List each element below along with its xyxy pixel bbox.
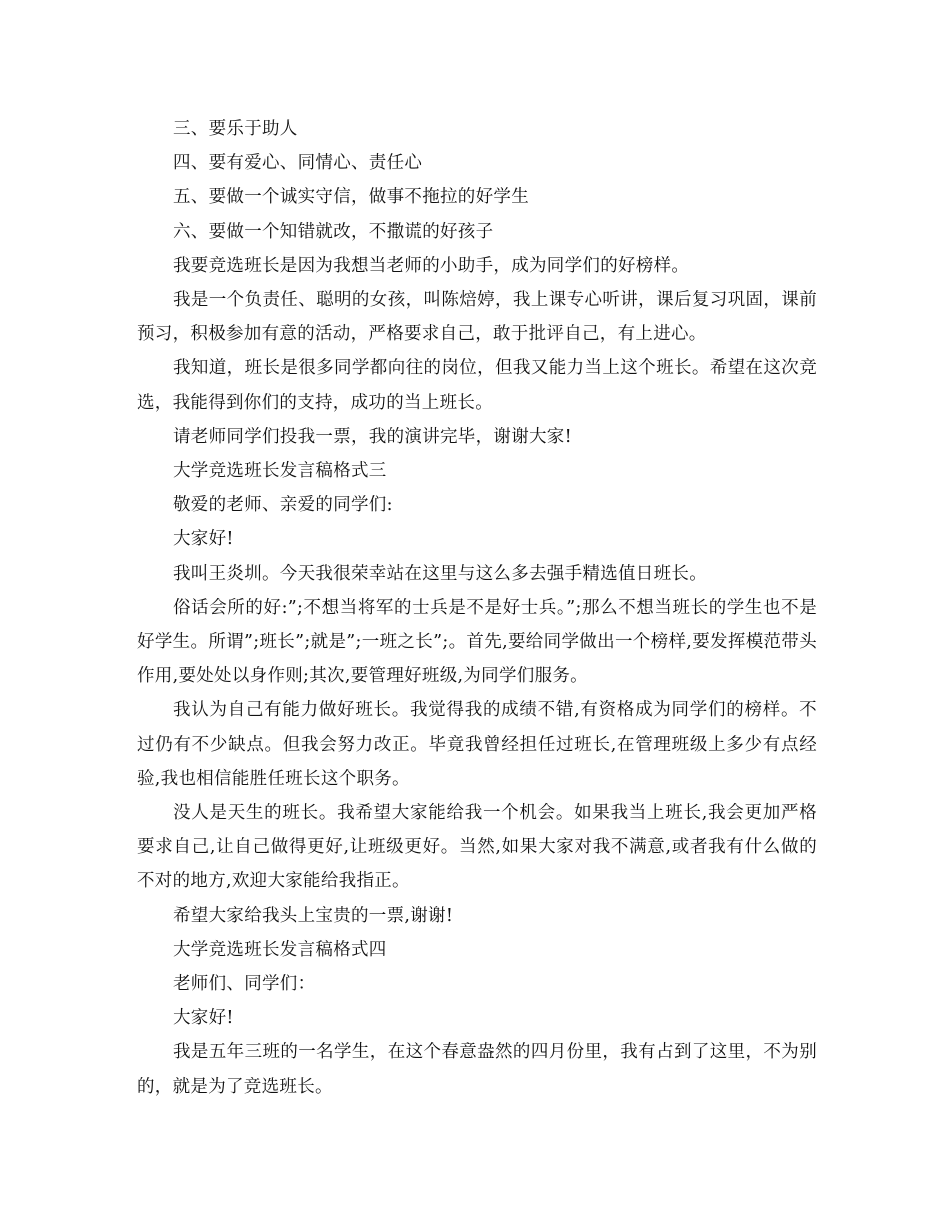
- salutation: 敬爱的老师、亲爱的同学们:: [173, 495, 393, 516]
- paragraph: 我是五年三班的一名学生，在这个春意盎然的四月份里，我有占到了这里，不为别的，就是为了竞选班长。: [137, 1042, 817, 1097]
- paragraph: 希望大家给我头上宝贵的一票,谢谢!: [173, 905, 454, 926]
- section-heading: 大学竞选班长发言稿格式四: [173, 939, 387, 960]
- list-item: 三、要乐于助人: [173, 119, 298, 139]
- paragraph: 请老师同学们投我一票，我的演讲完毕，谢谢大家!: [173, 426, 572, 447]
- greeting: 大家好!: [173, 1008, 234, 1029]
- paragraph: 我认为自己有能力做好班长。我觉得我的成绩不错,有资格成为同学们的榜样。不过仍有不少缺点。但我会努力改正。毕竟我曾经担任过班长,在管理班级上多少有点经验,我也相信能胜任班长这个职务。: [137, 700, 817, 789]
- paragraph: 我要竞选班长是因为我想当老师的小助手，成为同学们的好榜样。: [173, 255, 690, 276]
- list-item: 五、要做一个诚实守信，做事不拖拉的好学生: [173, 187, 529, 208]
- salutation: 老师们、同学们：: [173, 974, 316, 995]
- list-item: 四、要有爱心、同情心、责任心: [173, 153, 423, 174]
- paragraph: 俗话会所的好:”;不想当将军的士兵是不是好士兵。”;那么不想当班长的学生也不是好学生。所谓”;班长”;就是”;一班之长”;。首先,要给同学做出一个榜样,要发挥模范带头作用,要处处以身作则;其次,要管理好班级,为同学们服务。: [137, 597, 817, 687]
- document-body: [137, 112, 817, 1104]
- paragraph: 我是一个负责任、聪明的女孩，叫陈焙婷，我上课专心听讲，课后复习巩固，课前预习，积极参加有意的活动，严格要求自己，敢于批评自己，有上进心。: [137, 290, 817, 345]
- paragraph: 没人是天生的班长。我希望大家能给我一个机会。如果我当上班长,我会更加严格要求自己,让自己做得更好,让班级更好。当然,如果大家对我不满意,或者我有什么做的不对的地方,欢迎大家能给我指正。: [137, 803, 817, 892]
- greeting: 大家好!: [173, 529, 234, 550]
- section-heading: 大学竞选班长发言稿格式三: [173, 461, 387, 482]
- paragraph: 我叫王炎圳。今天我很荣幸站在这里与这么多去强手精选值日班长。: [173, 563, 707, 584]
- list-item: 六、要做一个知错就改，不撒谎的好孩子: [173, 221, 494, 242]
- paragraph: 我知道，班长是很多同学都向往的岗位，但我又能力当上这个班长。希望在这次竞选，我能得到你们的支持，成功的当上班长。: [137, 358, 817, 413]
